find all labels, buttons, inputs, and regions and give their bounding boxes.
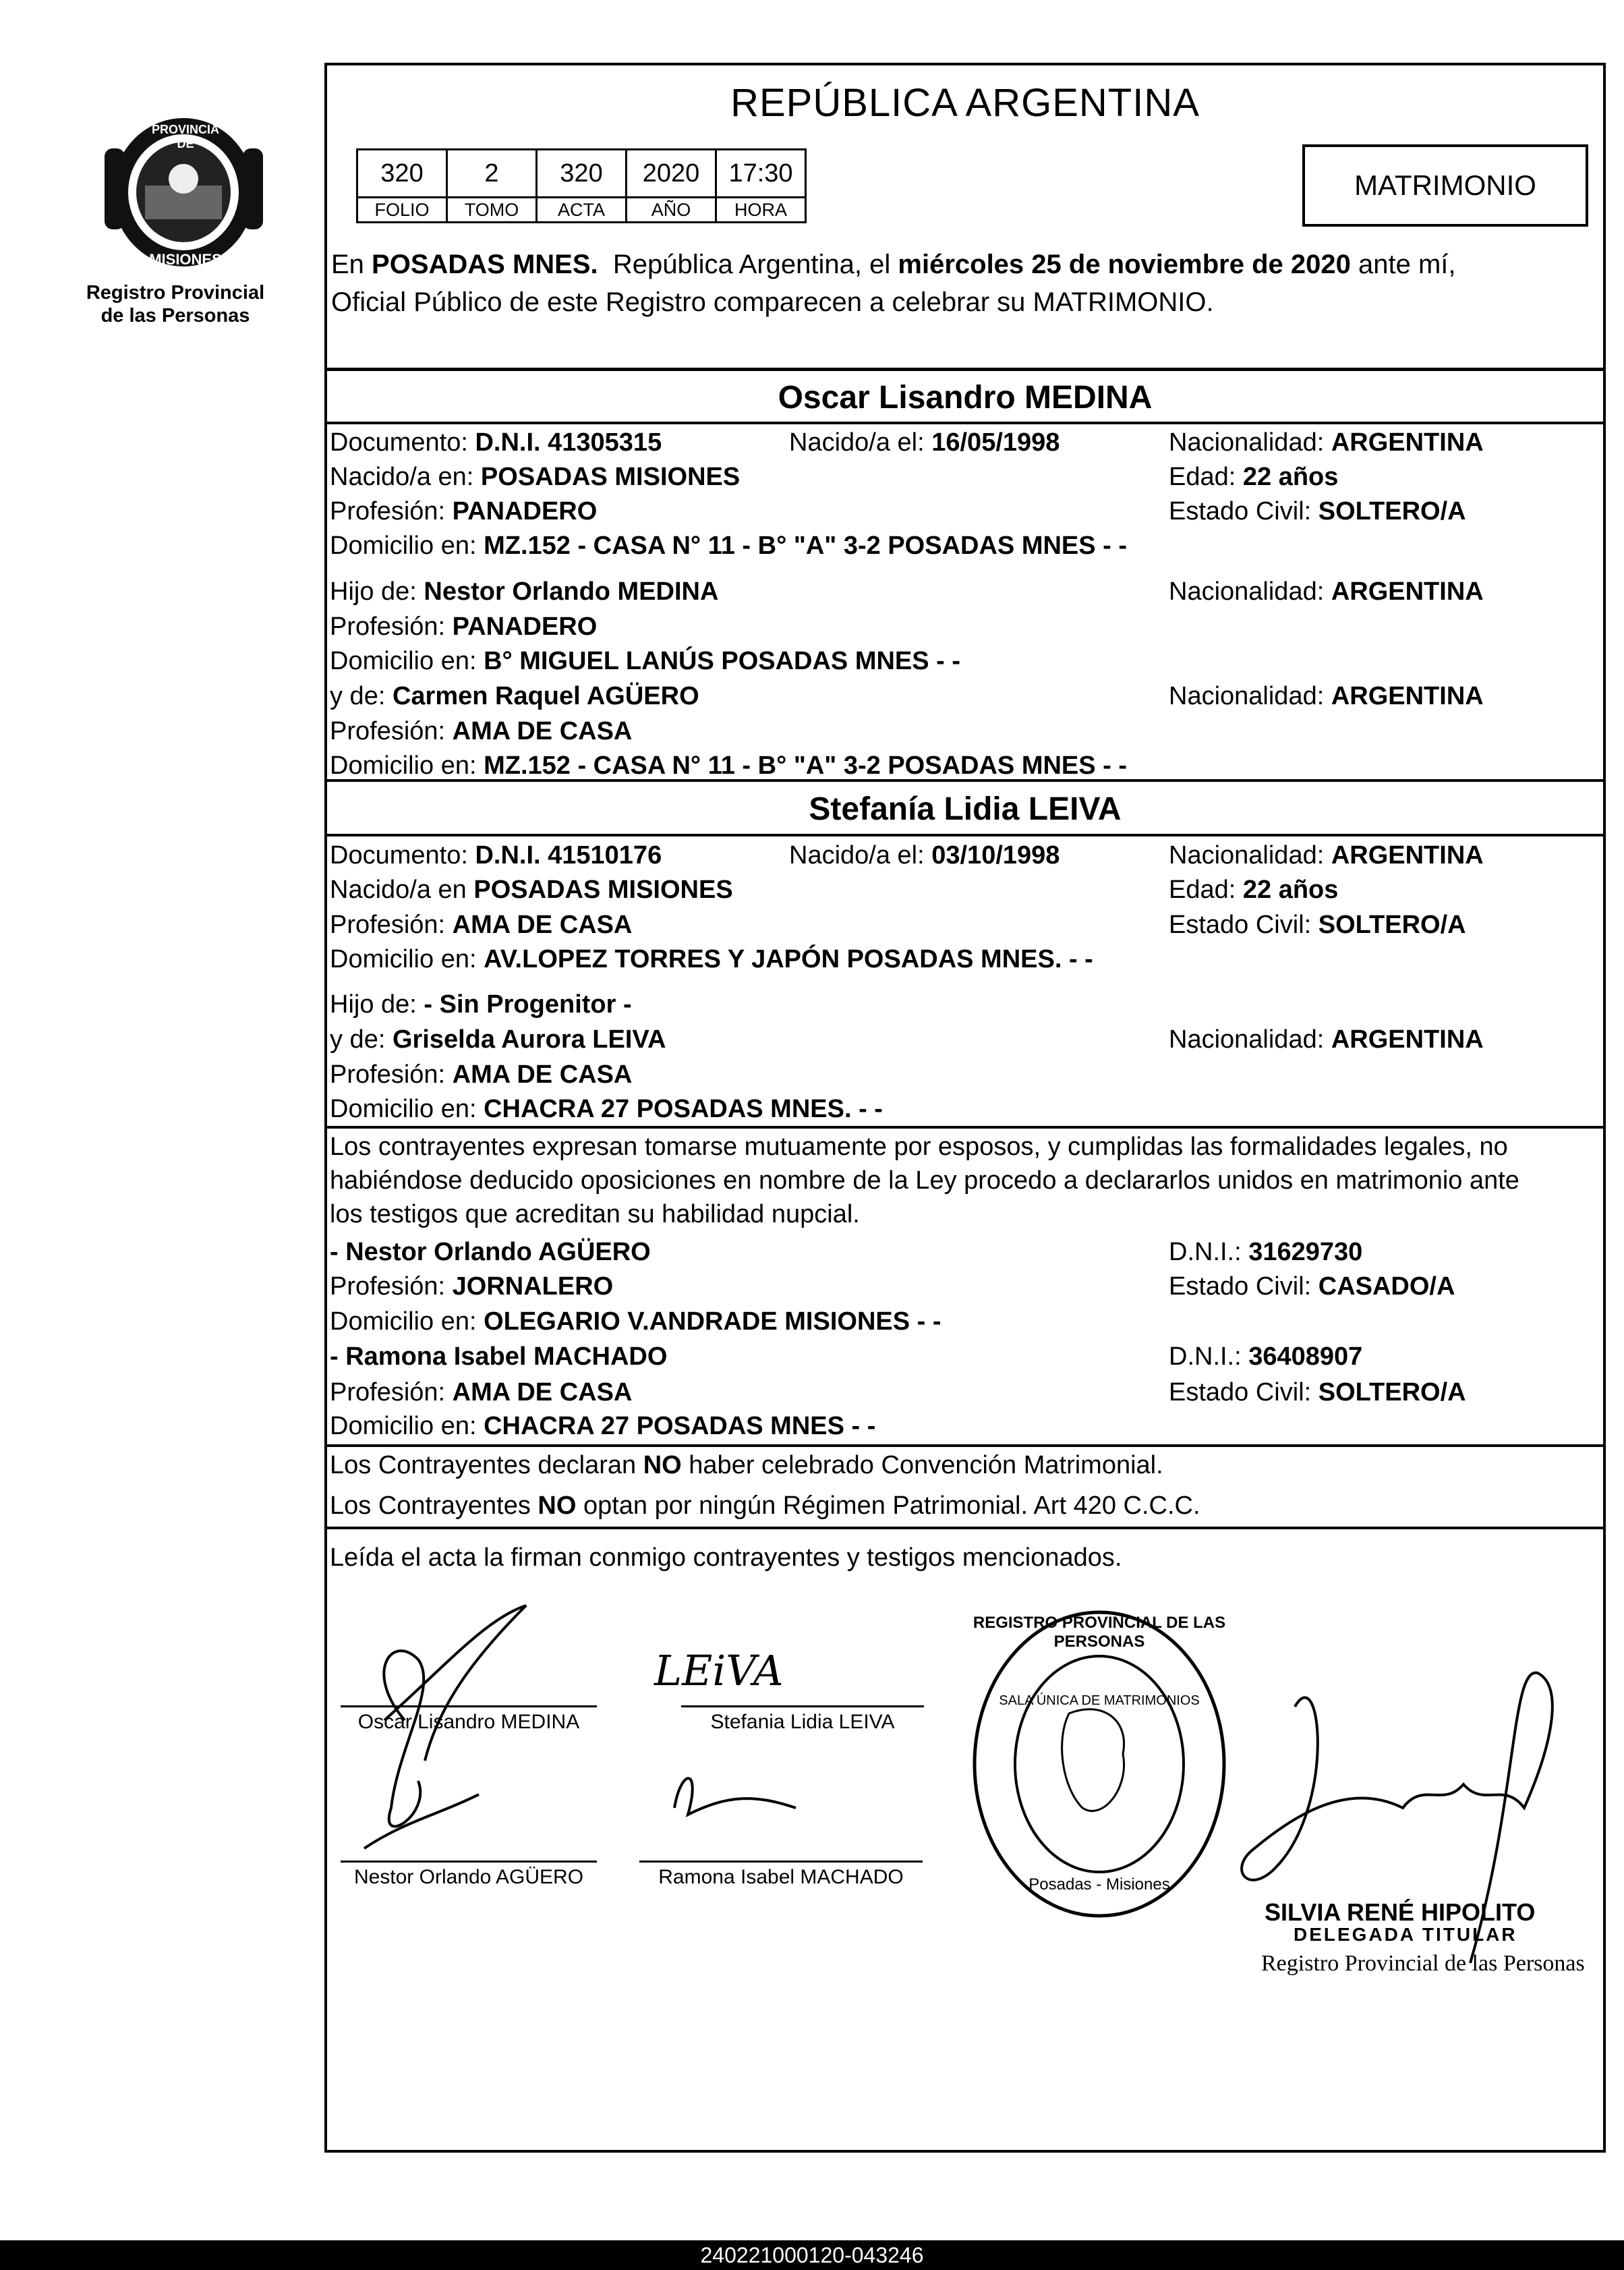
official-office: Registro Provincial de las Personas xyxy=(1261,1951,1585,1976)
official-signature xyxy=(1200,1646,1578,2004)
signature-name-4: Ramona Isabel MACHADO xyxy=(658,1866,904,1888)
acta-label: ACTA xyxy=(537,198,627,223)
stamp-ring-inner: SALA ÚNICA DE MATRIMONIOS xyxy=(999,1693,1200,1708)
record-type-box: MATRIMONIO xyxy=(1302,144,1588,227)
spouse1-mother-profession: Profesión: AMA DE CASA xyxy=(330,717,633,745)
witness2-dni: D.N.I.: 36408907 xyxy=(1169,1342,1363,1371)
convention-line-2: Los Contrayentes NO optan por ningún Régimen Patrimonial. Art 420 C.C.C. xyxy=(330,1492,1200,1520)
divider xyxy=(324,1444,1603,1447)
official-round-stamp xyxy=(968,1606,1231,1929)
anio-label: AÑO xyxy=(627,198,716,223)
spouse1-father: Hijo de: Nestor Orlando MEDINA xyxy=(330,577,719,606)
spouse2-father: Hijo de: - Sin Progenitor - xyxy=(330,990,632,1019)
witness2-profession: Profesión: AMA DE CASA xyxy=(330,1378,633,1407)
witness1-dni: D.N.I.: 31629730 xyxy=(1169,1238,1363,1266)
intro-text-1: En xyxy=(331,250,372,279)
official-role: DELEGADA TITULAR xyxy=(1294,1924,1517,1945)
divider xyxy=(324,422,1603,424)
intro-text-2: República Argentina, el xyxy=(598,250,898,279)
convention-line-1: Los Contrayentes declaran NO haber celebrado Convención Matrimonial. xyxy=(330,1451,1163,1479)
anio-value: 2020 xyxy=(627,150,716,198)
spouse1-father-nationality: Nacionalidad: ARGENTINA xyxy=(1169,577,1484,606)
record-reference-table xyxy=(356,148,807,223)
folio-value: 320 xyxy=(357,150,447,198)
spouse1-civil-status: Estado Civil: SOLTERO/A xyxy=(1169,497,1466,526)
signature-line xyxy=(639,1861,923,1863)
hora-label: HORA xyxy=(716,198,806,223)
divider xyxy=(324,368,1603,371)
spouse2-birthdate: Nacido/a el: 03/10/1998 xyxy=(789,841,1060,870)
spouse1-profession: Profesión: PANADERO xyxy=(330,497,598,526)
witness1-profession: Profesión: JORNALERO xyxy=(330,1272,614,1301)
declaration-line-2: habiéndose deducido oposiciones en nombre de la Ley procedo a declararlos unidos en matrimonio ante xyxy=(330,1166,1519,1195)
witness1-address: Domicilio en: OLEGARIO V.ANDRADE MISIONES - - xyxy=(330,1307,941,1336)
declaration-line-1: Los contrayentes expresan tomarse mutuamente por esposos, y cumplidas las formalidades legales, no xyxy=(330,1133,1508,1161)
intro-line-1 xyxy=(331,248,1455,281)
spouse2-mother-profession: Profesión: AMA DE CASA xyxy=(330,1060,633,1089)
document-title: REPÚBLICA ARGENTINA xyxy=(730,81,1200,125)
spouse2-nationality: Nacionalidad: ARGENTINA xyxy=(1169,841,1484,870)
intro-text-3: ante mí, xyxy=(1350,250,1456,279)
spouse1-nationality: Nacionalidad: ARGENTINA xyxy=(1169,428,1484,457)
signature-name-3: Nestor Orlando AGÜERO xyxy=(353,1866,584,1888)
signature-line xyxy=(341,1861,597,1863)
spouse1-document: Documento: D.N.I. 41305315 xyxy=(330,428,662,457)
spouse1-mother: y de: Carmen Raquel AGÜERO xyxy=(330,682,699,710)
spouse1-name: Oscar Lisandro MEDINA xyxy=(778,380,1153,416)
spouse2-civil-status: Estado Civil: SOLTERO/A xyxy=(1169,911,1466,939)
stamp-ring-bottom: Posadas - Misiones xyxy=(1028,1875,1170,1894)
document-barcode-id: 240221000120-043246 xyxy=(0,2240,1624,2270)
seal-top-text: PROVINCIA DE xyxy=(151,123,219,150)
spouse2-mother-nationality: Nacionalidad: ARGENTINA xyxy=(1169,1025,1484,1054)
seal-bottom-text: MISIONES xyxy=(149,251,222,268)
hora-value: 17:30 xyxy=(716,150,806,198)
agency-line-1: Registro Provincial xyxy=(86,282,265,304)
witness2-name: - Ramona Isabel MACHADO xyxy=(330,1342,668,1371)
spouse1-address: Domicilio en: MZ.152 - CASA N° 11 - B° "A" 3-2 POSADAS MNES - - xyxy=(330,532,1128,560)
spouse2-document: Documento: D.N.I. 41510176 xyxy=(330,841,662,870)
signature-line xyxy=(681,1705,924,1707)
spouse2-profession: Profesión: AMA DE CASA xyxy=(330,911,633,939)
spouse1-birthdate: Nacido/a el: 16/05/1998 xyxy=(789,428,1060,457)
witness2-address: Domicilio en: CHACRA 27 POSADAS MNES - - xyxy=(330,1412,876,1440)
province-seal-logo xyxy=(91,108,277,283)
witness1-civil-status: Estado Civil: CASADO/A xyxy=(1169,1272,1455,1301)
spouse1-mother-address: Domicilio en: MZ.152 - CASA N° 11 - B° "A" 3-2 POSADAS MNES - - xyxy=(330,751,1128,780)
spouse1-birthplace: Nacido/a en: POSADAS MISIONES xyxy=(330,463,741,491)
witness1-name: - Nestor Orlando AGÜERO xyxy=(330,1238,651,1266)
spouse1-age: Edad: 22 años xyxy=(1169,463,1339,491)
divider xyxy=(324,1527,1603,1529)
tomo-value: 2 xyxy=(447,150,537,198)
closing-text: Leída el acta la firman conmigo contrayentes y testigos mencionados. xyxy=(330,1543,1122,1572)
declaration-line-3: los testigos que acreditan su habilidad nupcial. xyxy=(330,1200,860,1228)
spouse2-name: Stefanía Lidia LEIVA xyxy=(809,791,1122,827)
leiva-handwritten: LEiVA xyxy=(654,1646,784,1695)
folio-label: FOLIO xyxy=(357,198,447,223)
spouse1-father-profession: Profesión: PANADERO xyxy=(330,613,598,641)
divider xyxy=(324,1126,1603,1129)
spouse1-mother-nationality: Nacionalidad: ARGENTINA xyxy=(1169,682,1484,710)
spouse2-birthplace: Nacido/a en POSADAS MISIONES xyxy=(330,876,733,904)
signature-name-2: Stefania Lidia LEIVA xyxy=(710,1711,895,1733)
signature-line xyxy=(341,1705,597,1707)
divider xyxy=(324,834,1603,836)
official-name: SILVIA RENÉ HIPOLITO xyxy=(1265,1898,1536,1926)
acta-value: 320 xyxy=(537,150,627,198)
witness2-civil-status: Estado Civil: SOLTERO/A xyxy=(1169,1378,1466,1407)
spouse2-age: Edad: 22 años xyxy=(1169,876,1339,904)
spouse2-mother: y de: Griselda Aurora LEIVA xyxy=(330,1025,666,1054)
spouse1-father-address: Domicilio en: B° MIGUEL LANÚS POSADAS MNES - - xyxy=(330,647,961,675)
signature-name-1: Oscar Lisandro MEDINA xyxy=(357,1711,580,1733)
intro-line-2: Oficial Público de este Registro comparecen a celebrar su MATRIMONIO. xyxy=(331,287,1214,317)
intro-place: POSADAS MNES. xyxy=(372,250,598,279)
stamp-ring-outer: REGISTRO PROVINCIAL DE LAS PERSONAS xyxy=(973,1614,1226,1651)
spouse2-mother-address: Domicilio en: CHACRA 27 POSADAS MNES. - - xyxy=(330,1095,883,1123)
agency-line-2: de las Personas xyxy=(100,305,250,327)
tomo-label: TOMO xyxy=(447,198,537,223)
intro-date: miércoles 25 de noviembre de 2020 xyxy=(898,250,1351,279)
spouse2-address: Domicilio en: AV.LOPEZ TORRES Y JAPÓN POSADAS MNES. - - xyxy=(330,945,1093,973)
